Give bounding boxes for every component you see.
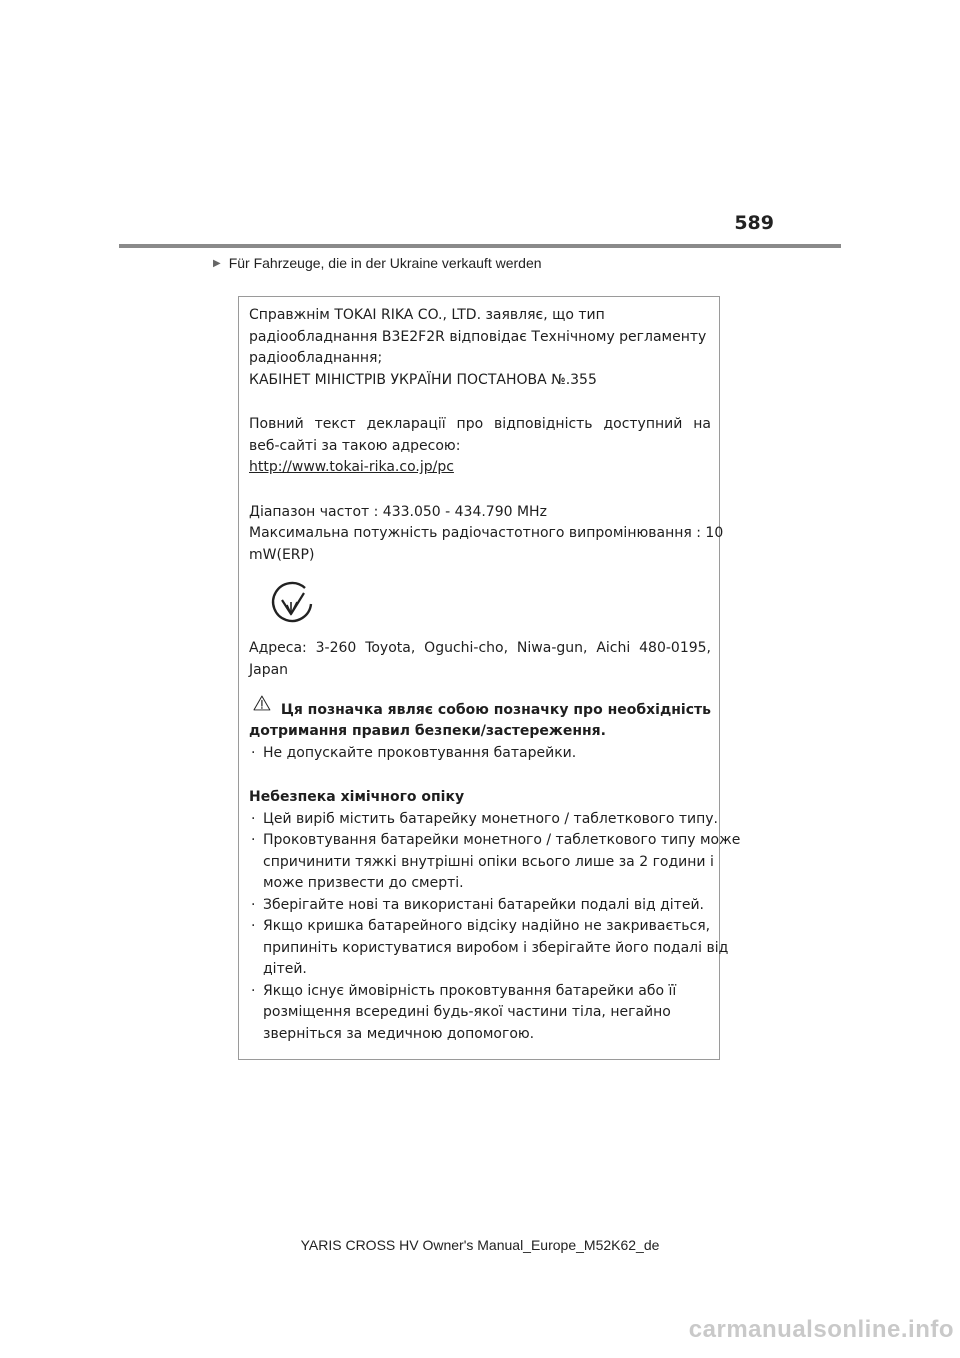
declaration-line: Справжнім TOKAI RIKA CO., LTD. заявляє, що тип: [249, 307, 605, 323]
max-power-line: Максимальна потужність радіочастотного випромінювання : 10: [249, 525, 724, 541]
section-heading-text: Für Fahrzeuge, die in der Ukraine verkauft werden: [228, 255, 542, 271]
header-divider: [119, 244, 841, 248]
page-number: 589: [734, 212, 774, 234]
list-item: [249, 830, 741, 852]
chemical-burn-title: Небезпека хімічного опіку: [249, 789, 465, 805]
address-line: Japan: [249, 661, 289, 678]
list-item-continuation: розміщення всередині будь-якої частини тіла, негайно: [263, 1004, 671, 1020]
list-item-text: Зберігайте нові та використані батарейки подалі від дітей.: [263, 896, 704, 913]
bullet: ·: [251, 918, 256, 934]
list-item-continuation: може призвести до смерті.: [263, 875, 464, 891]
declaration-line: КАБІНЕТ МІНІСТРІВ УКРАЇНИ ПОСТАНОВА №.355: [249, 371, 597, 388]
warning-text: Ця позначка являє собою позначку про необхідність: [280, 701, 711, 718]
declaration-box: [238, 296, 741, 1060]
triangle-right-icon: ▶: [213, 257, 221, 269]
list-item-continuation: дітей.: [263, 961, 307, 977]
list-item-text: Цей виріб містить батарейку монетного / таблеткового типу.: [263, 810, 718, 827]
declaration-content: [249, 305, 741, 1045]
declaration-line: радіообладнання B3E2F2R відповідає Технічному регламенту: [249, 328, 707, 345]
list-item-text: Проковтування батарейки монетного / таблеткового типу може: [263, 832, 741, 848]
list-item-continuation: припиніть користуватися виробом і зберігайте його подалі від: [263, 939, 729, 956]
list-item-text: Якщо кришка батарейного відсіку надійно не закривається,: [263, 918, 711, 934]
list-item: [249, 895, 711, 917]
fulltext-line: веб-сайті за такою адресою:: [249, 437, 461, 454]
bullet: ·: [251, 896, 256, 913]
declaration-line: радіообладнання;: [249, 350, 383, 366]
declaration-url-link[interactable]: http://www.tokai-rika.co.jp/pc: [249, 459, 454, 475]
list-item-continuation: спричинити тяжкі внутрішні опіки всього лише за 2 години і: [263, 853, 714, 870]
frequency-range: Діапазон частот : 433.050 - 434.790 MHz: [249, 503, 547, 520]
warning-triangle-icon: [253, 687, 271, 719]
manual-footer: YARIS CROSS HV Owner's Manual_Europe_M52K62_de: [300, 1237, 660, 1253]
warning-heading: [249, 687, 711, 721]
warning-item-text: Не допускайте проковтування батарейки.: [263, 744, 577, 761]
bullet: ·: [251, 744, 256, 761]
fulltext-line: Повний текст декларації про відповідність доступний на: [249, 416, 711, 432]
max-power-line: mW(ERP): [249, 546, 315, 563]
address-line: Адреса: 3-260 Toyota, Oguchi-cho, Niwa-gun, Aichi 480-0195,: [249, 640, 711, 656]
bullet: ·: [251, 832, 256, 848]
section-heading: [213, 255, 542, 271]
list-item-text: Якщо існує ймовірність проковтування батарейки або її: [263, 982, 677, 999]
bullet: ·: [251, 810, 256, 827]
list-item-continuation: зверніться за медичною допомогою.: [263, 1025, 535, 1042]
list-item: [249, 809, 718, 831]
watermark: carmanualsonline.info: [688, 1316, 954, 1343]
warning-item: [249, 743, 711, 765]
bullet: ·: [251, 982, 256, 999]
list-item: [249, 981, 711, 1003]
warning-text: дотримання правил безпеки/застереження.: [249, 723, 606, 739]
ukrainian-conformity-mark-icon: [267, 578, 317, 628]
list-item: [249, 916, 711, 938]
